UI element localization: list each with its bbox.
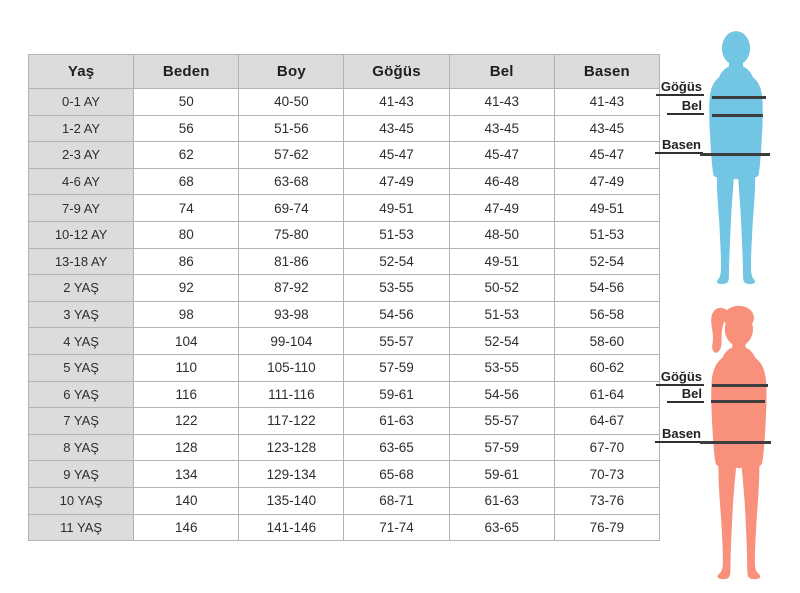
value-cell: 52-54 [449, 328, 554, 355]
value-cell: 54-56 [344, 301, 449, 328]
value-cell: 52-54 [344, 248, 449, 275]
value-cell: 41-43 [344, 89, 449, 116]
value-cell: 48-50 [449, 221, 554, 248]
value-cell: 43-45 [554, 115, 659, 142]
table-row [29, 275, 660, 302]
value-cell: 140 [134, 487, 239, 514]
value-cell: 73-76 [554, 487, 659, 514]
age-cell: 11 YAŞ [29, 514, 134, 541]
age-cell: 2-3 AY [29, 142, 134, 169]
value-cell: 56 [134, 115, 239, 142]
age-cell: 4-6 AY [29, 168, 134, 195]
boy-waist-line [712, 114, 763, 117]
age-cell: 1-2 AY [29, 115, 134, 142]
age-cell: 6 YAŞ [29, 381, 134, 408]
column-header: Beden [134, 55, 239, 89]
girl-waist-line [711, 400, 765, 403]
value-cell: 111-116 [239, 381, 344, 408]
table-row [29, 301, 660, 328]
table-row [29, 142, 660, 169]
value-cell: 41-43 [554, 89, 659, 116]
value-cell: 61-64 [554, 381, 659, 408]
value-cell: 54-56 [449, 381, 554, 408]
value-cell: 87-92 [239, 275, 344, 302]
value-cell: 41-43 [449, 89, 554, 116]
age-cell: 0-1 AY [29, 89, 134, 116]
value-cell: 122 [134, 408, 239, 435]
column-header: Boy [239, 55, 344, 89]
table-row [29, 195, 660, 222]
value-cell: 45-47 [344, 142, 449, 169]
value-cell: 134 [134, 461, 239, 488]
value-cell: 99-104 [239, 328, 344, 355]
value-cell: 56-58 [554, 301, 659, 328]
value-cell: 57-59 [449, 434, 554, 461]
value-cell: 43-45 [344, 115, 449, 142]
value-cell: 61-63 [344, 408, 449, 435]
girl-chest-label: Göğüs [656, 370, 704, 386]
value-cell: 64-67 [554, 408, 659, 435]
age-cell: 4 YAŞ [29, 328, 134, 355]
girl-hip-label: Basen [655, 427, 703, 443]
age-cell: 10 YAŞ [29, 487, 134, 514]
value-cell: 65-68 [344, 461, 449, 488]
value-cell: 105-110 [239, 354, 344, 381]
value-cell: 92 [134, 275, 239, 302]
value-cell: 63-65 [344, 434, 449, 461]
value-cell: 45-47 [554, 142, 659, 169]
table-row [29, 487, 660, 514]
value-cell: 146 [134, 514, 239, 541]
value-cell: 67-70 [554, 434, 659, 461]
value-cell: 45-47 [449, 142, 554, 169]
table-row [29, 89, 660, 116]
value-cell: 68-71 [344, 487, 449, 514]
value-cell: 135-140 [239, 487, 344, 514]
value-cell: 63-65 [449, 514, 554, 541]
age-cell: 13-18 AY [29, 248, 134, 275]
age-cell: 3 YAŞ [29, 301, 134, 328]
value-cell: 93-98 [239, 301, 344, 328]
girl-waist-label: Bel [667, 387, 704, 403]
value-cell: 57-59 [344, 354, 449, 381]
value-cell: 46-48 [449, 168, 554, 195]
value-cell: 50-52 [449, 275, 554, 302]
value-cell: 47-49 [449, 195, 554, 222]
value-cell: 47-49 [554, 168, 659, 195]
value-cell: 57-62 [239, 142, 344, 169]
table-row [29, 248, 660, 275]
column-header: Basen [554, 55, 659, 89]
table-row [29, 461, 660, 488]
table-row [29, 514, 660, 541]
value-cell: 51-53 [449, 301, 554, 328]
value-cell: 55-57 [344, 328, 449, 355]
age-cell: 7 YAŞ [29, 408, 134, 435]
value-cell: 59-61 [449, 461, 554, 488]
column-header: Bel [449, 55, 554, 89]
value-cell: 62 [134, 142, 239, 169]
value-cell: 47-49 [344, 168, 449, 195]
value-cell: 80 [134, 221, 239, 248]
value-cell: 53-55 [449, 354, 554, 381]
age-cell: 5 YAŞ [29, 354, 134, 381]
value-cell: 40-50 [239, 89, 344, 116]
size-table-body [29, 89, 660, 541]
value-cell: 58-60 [554, 328, 659, 355]
value-cell: 68 [134, 168, 239, 195]
column-header: Yaş [29, 55, 134, 89]
column-header: Göğüs [344, 55, 449, 89]
value-cell: 104 [134, 328, 239, 355]
value-cell: 123-128 [239, 434, 344, 461]
girl-hip-line [700, 441, 771, 444]
header-row [29, 55, 660, 89]
value-cell: 51-56 [239, 115, 344, 142]
boy-hip-line [700, 153, 770, 156]
value-cell: 81-86 [239, 248, 344, 275]
table-row [29, 221, 660, 248]
value-cell: 51-53 [554, 221, 659, 248]
boy-body-icon [692, 18, 780, 295]
value-cell: 43-45 [449, 115, 554, 142]
table-row [29, 408, 660, 435]
value-cell: 63-68 [239, 168, 344, 195]
size-table-header [29, 55, 660, 89]
value-cell: 129-134 [239, 461, 344, 488]
table-row [29, 328, 660, 355]
value-cell: 49-51 [554, 195, 659, 222]
value-cell: 128 [134, 434, 239, 461]
value-cell: 110 [134, 354, 239, 381]
table-row [29, 381, 660, 408]
age-cell: 9 YAŞ [29, 461, 134, 488]
value-cell: 49-51 [344, 195, 449, 222]
girl-chest-line [712, 384, 768, 387]
value-cell: 117-122 [239, 408, 344, 435]
value-cell: 76-79 [554, 514, 659, 541]
value-cell: 59-61 [344, 381, 449, 408]
boy-hip-label: Basen [655, 138, 703, 154]
figures-panel [655, 0, 800, 593]
value-cell: 86 [134, 248, 239, 275]
value-cell: 69-74 [239, 195, 344, 222]
value-cell: 74 [134, 195, 239, 222]
age-cell: 8 YAŞ [29, 434, 134, 461]
age-cell: 7-9 AY [29, 195, 134, 222]
table-row [29, 168, 660, 195]
value-cell: 71-74 [344, 514, 449, 541]
boy-waist-label: Bel [667, 99, 704, 115]
value-cell: 75-80 [239, 221, 344, 248]
boy-chest-line [712, 96, 766, 99]
value-cell: 53-55 [344, 275, 449, 302]
value-cell: 55-57 [449, 408, 554, 435]
value-cell: 54-56 [554, 275, 659, 302]
value-cell: 52-54 [554, 248, 659, 275]
table-row [29, 354, 660, 381]
value-cell: 116 [134, 381, 239, 408]
value-cell: 70-73 [554, 461, 659, 488]
boy-silhouette [692, 18, 780, 295]
table-row [29, 434, 660, 461]
value-cell: 60-62 [554, 354, 659, 381]
value-cell: 50 [134, 89, 239, 116]
value-cell: 98 [134, 301, 239, 328]
value-cell: 51-53 [344, 221, 449, 248]
table-row [29, 115, 660, 142]
value-cell: 61-63 [449, 487, 554, 514]
boy-chest-label: Göğüs [656, 80, 704, 96]
value-cell: 141-146 [239, 514, 344, 541]
age-cell: 2 YAŞ [29, 275, 134, 302]
value-cell: 49-51 [449, 248, 554, 275]
size-table [28, 54, 660, 541]
age-cell: 10-12 AY [29, 221, 134, 248]
